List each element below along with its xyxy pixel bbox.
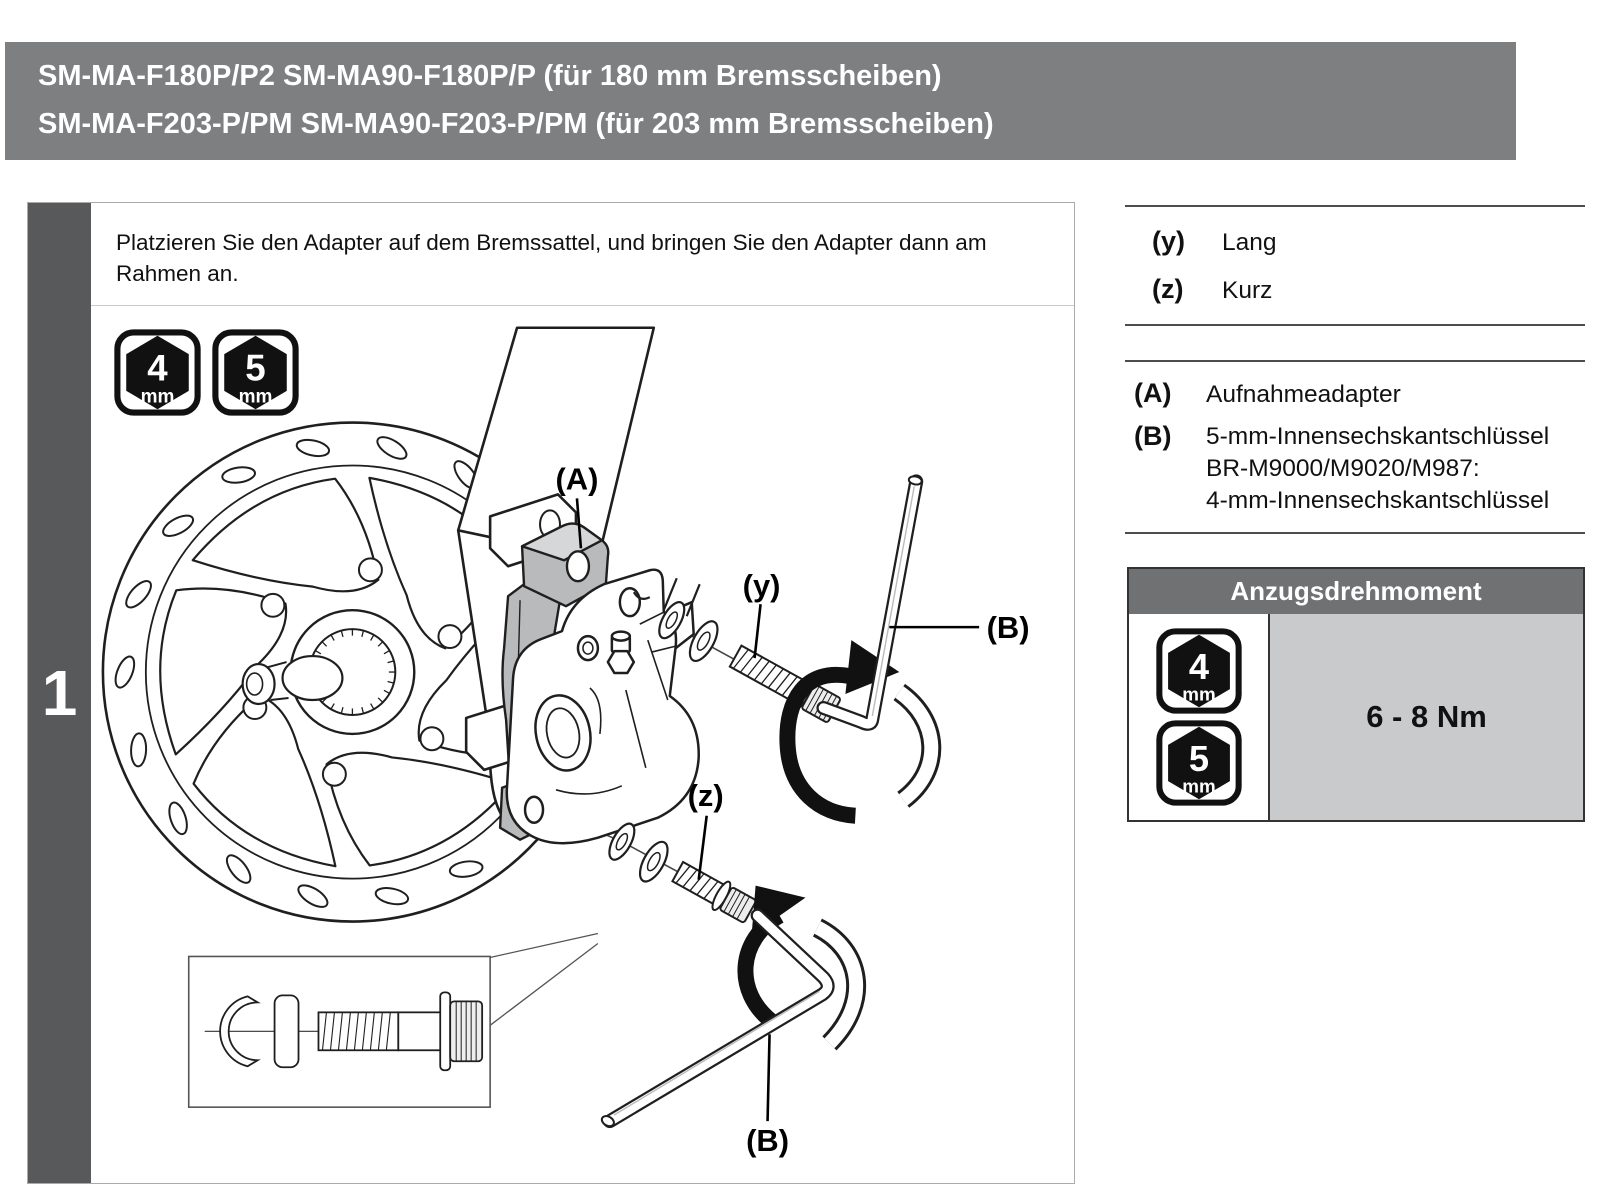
- torque-box: [1127, 567, 1585, 822]
- hex-key-5mm-icon: [212, 329, 299, 416]
- part-row-a: [1134, 378, 1401, 409]
- part-row-b: [1134, 421, 1549, 517]
- header-line-1: SM-MA-F180P/P2 SM-MA90-F180P/P (für 180 mm Bremsscheiben): [38, 60, 942, 92]
- bolt-short-group: [604, 820, 758, 926]
- part-value: Aufnahmeadapter: [1206, 381, 1401, 408]
- tool-size: 5: [245, 347, 266, 389]
- legend-key: (y): [1152, 226, 1185, 256]
- hex-key-4mm-icon: [114, 329, 201, 416]
- label-bolt-long: (y): [742, 568, 781, 604]
- instruction-line-2: Rahmen an.: [116, 261, 239, 286]
- step-panel: [27, 202, 1075, 1184]
- torque-body: [1129, 614, 1583, 820]
- label-wrench-lower: (B): [746, 1123, 790, 1159]
- sidebar-rule-1: [1125, 205, 1585, 207]
- sidebar-rule-3: [1125, 360, 1585, 362]
- step-number: 1: [41, 657, 78, 729]
- tool-unit: mm: [140, 386, 175, 408]
- tool-size: 5: [1188, 738, 1209, 780]
- label-bolt-short: (z): [687, 777, 724, 813]
- label-adapter: (A): [555, 461, 599, 497]
- bleed-nipple: [608, 651, 634, 673]
- legend-value: Kurz: [1222, 277, 1273, 304]
- bolt-detail-inset: [189, 934, 598, 1108]
- part-line: 4-mm-Innensechskantschlüssel: [1206, 487, 1550, 514]
- legend-key: (z): [1152, 274, 1184, 304]
- part-line: 5-mm-Innensechskantschlüssel: [1206, 423, 1550, 450]
- torque-value: 6 - 8 Nm: [1270, 614, 1583, 820]
- tool-unit: mm: [1181, 683, 1216, 705]
- legend-row-z: [1152, 274, 1272, 305]
- legend-value: Lang: [1222, 229, 1277, 256]
- tool-size: 4: [147, 347, 168, 389]
- header-line-2: SM-MA-F203-P/PM SM-MA90-F203-P/PM (für 203 mm Bremsscheiben): [38, 108, 994, 140]
- part-key: (B): [1134, 421, 1172, 451]
- torque-tools-cell: [1129, 614, 1270, 820]
- label-wrench-upper: (B): [986, 610, 1030, 646]
- instruction-line-1: Platzieren Sie den Adapter auf dem Bremssattel, und bringen Sie den Adapter dann am: [116, 230, 987, 255]
- sidebar-rule-4: [1125, 532, 1585, 534]
- part-key: (A): [1134, 378, 1172, 408]
- torque-title: Anzugsdrehmoment: [1129, 569, 1583, 614]
- hex-wrench-lower: [600, 916, 828, 1129]
- legend-row-y: [1152, 226, 1277, 257]
- hex-key-4mm-icon: [1156, 628, 1242, 714]
- part-value-lines: [1206, 421, 1549, 517]
- tool-unit: mm: [238, 386, 273, 408]
- tool-size: 4: [1188, 646, 1209, 688]
- sidebar-rule-2: [1125, 324, 1585, 326]
- header-banner: [5, 42, 1516, 160]
- tool-unit: mm: [1181, 775, 1216, 797]
- hex-key-5mm-icon: [1156, 720, 1242, 806]
- part-line: BR-M9000/M9020/M987:: [1206, 455, 1480, 482]
